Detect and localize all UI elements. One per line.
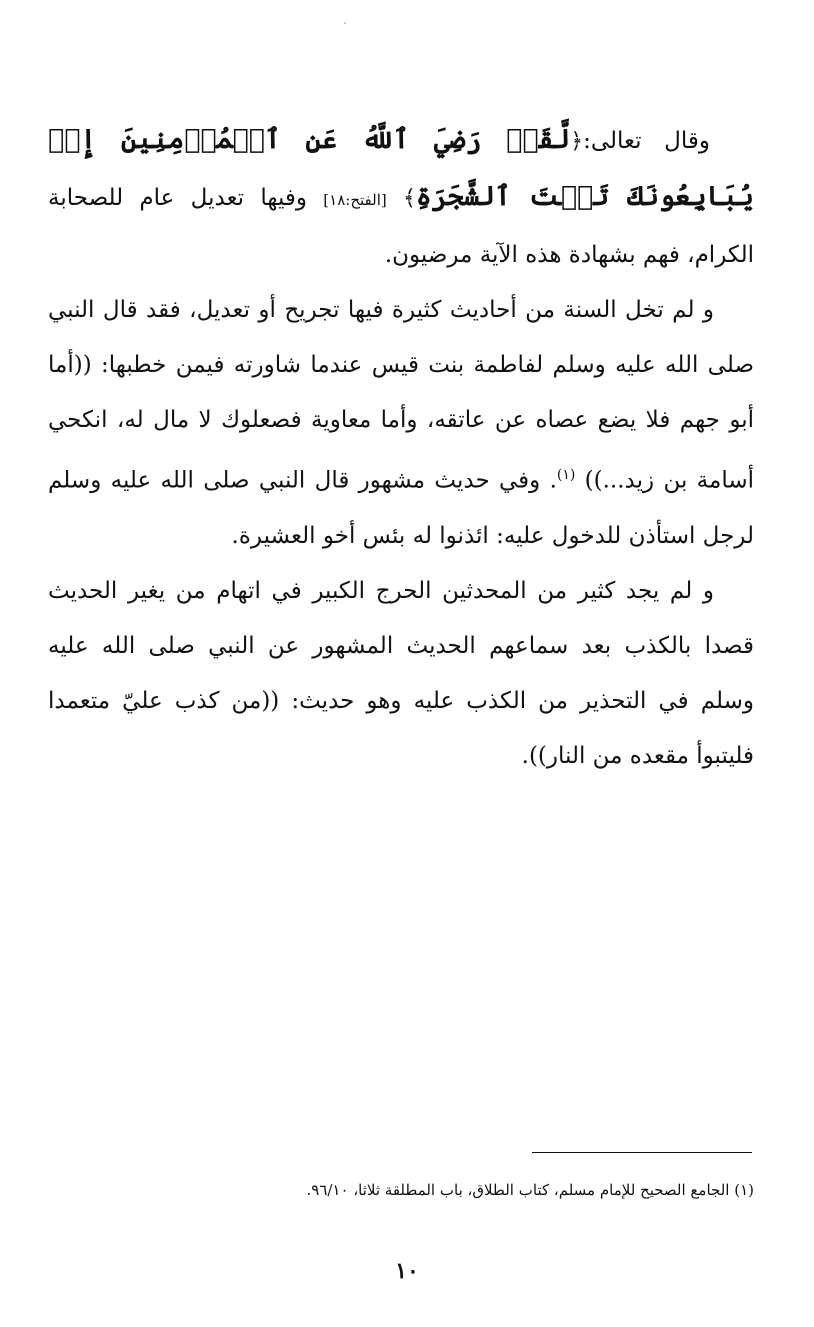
paragraph-2-text: و لم تخل السنة من أحاديث كثيرة فيها تجريح أو تعديل، فقد قال النبي صلى الله عليه وسلم لفاطمة بنت قيس عندما شاورته فيمن خطبها: ((أما أبو جهم فلا يضع عصاه عن عاتقه، وأما معاوية فصعلوك لا مال له، انكحي أسامة بن زيد...)): [48, 297, 755, 494]
paragraph-lying-hadith: [48, 564, 754, 784]
footnote-marker: (١): [556, 467, 576, 483]
verse-open-bracket: ﴿: [570, 129, 584, 154]
main-text: [48, 112, 754, 784]
paragraph-hadith-examples: [48, 283, 754, 564]
verse-intro: وقال تعالى:: [583, 128, 710, 154]
footnote-divider: [532, 1152, 752, 1153]
paragraph-3-text: و لم يجد كثير من المحدثين الحرج الكبير في اتهام من يغير الحديث قصدا بالكذب بعد سماعهم الحديث المشهور عن النبي صلى الله عليه وسلم في التحذير من الكذب عليه وهو حديث: ((من كذب عليّ متعمدا فليتبوأ مقعده من النار)).: [48, 577, 754, 769]
paragraph-2-text-after: . وفي حديث مشهور قال النبي صلى الله عليه وسلم لرجل استأذن للدخول عليه: ائذنوا له بئس أخو العشيرة.: [48, 467, 754, 549]
paragraph-quran-verse: [48, 112, 754, 283]
paragraph-1-rest: وفيها تعديل عام للصحابة الكرام، فهم بشهادة هذه الآية مرضيون.: [48, 185, 754, 268]
scan-speck: [344, 22, 346, 24]
verse-reference: [الفتح:١٨]: [323, 191, 387, 209]
page-number: ١٠: [395, 1258, 419, 1284]
verse-close-bracket: ﴾: [403, 186, 416, 211]
quran-verse: لَّقَدۡ رَضِيَ ٱللَّهُ عَنِ ٱلۡمُؤۡمِنِينَ إِذۡ يُبَايِعُونَكَ تَحۡتَ ٱلشَّجَرَةِ: [48, 124, 754, 212]
footnote: (١) الجامع الصحيح للإمام مسلم، كتاب الطلاق، باب المطلقة ثلاثا، ٩٦/١٠.: [306, 1181, 754, 1199]
